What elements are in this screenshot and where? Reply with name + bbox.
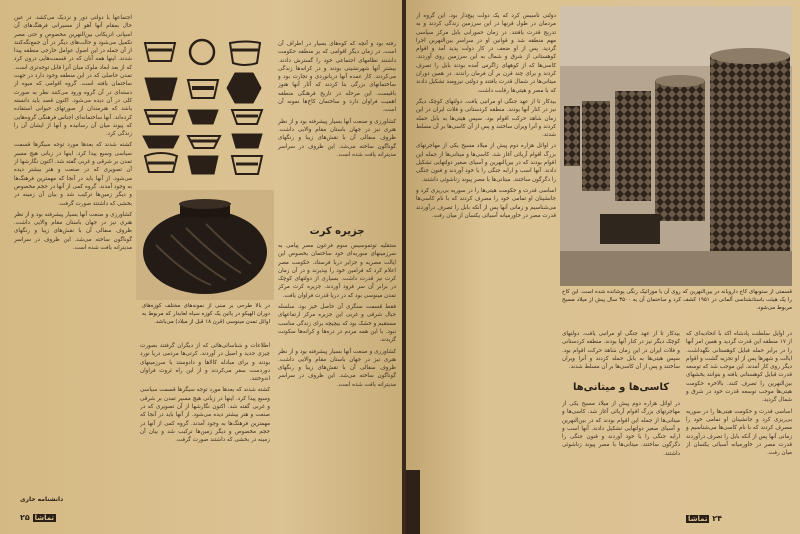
page-number-text: ۲۴ (712, 514, 723, 523)
vase-caption: در بالا طرحی بر مبنی از نمونه‌های مختلف کوزه‌های دوران الهیکو در پائین یک کوزه سیاه لعابدار که مربوط به اوائل تمدن مینوسی (قرن ۱۸ قبل از میلاد) می‌باشد. (142, 303, 270, 325)
paragraph: در اوائل هزاره دوم پیش از میلاد مسیح یکی از مهاجرتهای بزرگ اقوام آریائی آغاز شد. کاسی‌ها و میتانی‌ها از جمله این اقوام بودند که در بین‌النهرین و آسیای صغیر دولتهایی تشکیل دادند. آنها اسب و ارابه جنگی را با خود آوردند و فنون جنگی را دگرگون ساختند. میتانی‌ها با مصر پیوند زناشوئی داشتند. (416, 143, 556, 183)
text-column (278, 40, 396, 222)
paragraph: فقط قسمت سنگری آن حاصل خیز بود. سلسله جبال شرقی و غربی این جزیره مرکز ارتفاعهای مستقیم و خشک بود که بیچیچه برای زندگی مناسب نبود. با این همه مردم در دره‌ها و کرانه‌ها سکونت گزیدند. (278, 304, 396, 344)
pottery-shape (145, 153, 262, 174)
pottery-shape (145, 73, 261, 103)
page-number (686, 514, 722, 523)
mosaic-column (710, 48, 790, 266)
torn-edge (406, 470, 420, 534)
paragraph: اساسی قدرت و حکومت هیتی‌ها را در سوریه بی‌ریزی کرد و جانشینان او تمامی خود را مصرف کردند که با نام کاسی‌ها می‌شناسیم و زمانی آنها پس از آنکه بابل را تصرف درآوردند قدرت مصر در خاورمیانه آسیائی یکسان از میان رفت. (416, 187, 556, 219)
text-column (562, 330, 680, 380)
photo-caption: قسمتی از ستونهای کاخ دارویانه در بین‌النهرین که روی آن با موزائیک رنگی پوشانده شده است. این کاخ را یک هیئت باستانشناسی آلمانی در ۱۹۵۱ کشف کرد و ساختمان آن به ۳۵۰۰ سال پیش از میلاد مسیح مربوط می‌شود. (562, 289, 792, 311)
paragraph: اطلاعات و شناسائی‌هائی که از دیگران گرفتند بصورت چیزی جدید و اصیل در آوردند. کرتی‌ها مردمی دریا نورد بودند و برای مبادله کالاها و دادوستد با سرزمینهای دوردست سفر می‌کردند و از این راه ثروت فراوان اندوختند. (140, 343, 270, 383)
magazine-logo: تماشا (34, 514, 55, 522)
pottery-shape (143, 134, 262, 148)
right-page (406, 0, 800, 534)
paragraph: بیدکار تا از عهد جنگی او مراتبی یافت. دولتهای کوچک دیگر نیز در کنار آنها بودند. منطقه کردستانی و فلات ایران در این زمان شاهد حرکت اقوام بود. سپس هیتی‌ها به بابل حمله کردند و آنرا ویران ساختند و پس از آن کاسی‌ها بر آن مسلط شدند. (416, 98, 556, 139)
text-column (416, 12, 556, 502)
text-column (14, 14, 132, 490)
pottery-shape (145, 110, 262, 124)
author-signature: دانشنامه خاری (20, 496, 64, 503)
text-column (686, 330, 792, 504)
paragraph: کشاورزی و صنعت آنها بسیار پیشرفته بود و از نظر هنری نیز در جهان باستان مقام والایی داشت. ظروف سفالی آن با نقش‌های زیبا و رنگهای گوناگون ساخته می‌شد. این ظروف در سراسر مدیترانه یافت شده است. (278, 118, 396, 158)
pottery-shape (145, 40, 260, 65)
paragraph: اساسی قدرت و حکومت هیتی‌ها را در سوریه بی‌ریزی کرد و جانشینان او تمامی خود را مصرف کردند که با نام کاسی‌ها می‌شناسیم و زمانی آنها پس از آنکه بابل را تصرف درآوردند قدرت مصر در خاورمیانه آسیائی یکسان از میان رفت. (686, 408, 792, 457)
section-heading: جزیره کرت (309, 226, 365, 237)
paragraph: کشته شدند که بعدها مورد توجه سیگرها قسمت سیاسی وسیع پیدا کرد. اینها در زبانی هیچ مسیر تمدن بر شرقی و غربی گفته شد. اکنون نگارشها از آن تصویری که در صنعت و هنر بیشتر دیده می‌شود. از آنها باید در آنجا که مهمترین فرهنگ‌ها به وجود آمدند. گروه کمی از آنها در حجم مخصوص و دیگر زمین‌ها ترکیب شد و بیان آن زمینه در بخشی که داشتند صورت گرفت. (14, 142, 132, 207)
page-number-text: ۲۵ (20, 513, 30, 522)
black-vase-photo (136, 190, 274, 300)
paragraph: کشاورزی و صنعت آنها بسیار پیشرفته بود و از نظر هنری نیز در جهان باستان مقام والایی داشت. ظروف سفالی آن با نقش‌های زیبا و رنگهای گوناگون ساخته می‌شد. این ظروف در سراسر مدیترانه یافت شده است. (278, 348, 396, 388)
page-number (20, 513, 56, 522)
text-column (278, 242, 396, 492)
magazine-logo: تماشا (688, 515, 708, 523)
paragraph: اجتماعها با دولتی دور و نزدیک می‌کشد. در عین حال بمقام آنها آهو از مسیرانی فرهنگ‌های آن اسپانی انزیکانی بین‌النهرین مخصوص و حتی مصر تکمیل می‌شود و حالت‌های دیگر در آن جمع‌نگه‌کنند از آن جمله در این اصول عوامل خارجی منطقه پیدا شدند. اینها همه آنان که در قسمت‌هایی درون کرد که از بعد ابعاد ملوک میان آنرا قابل توجه‌تری است. تمدن حاصلی که در این منطقه وجود دارد در جهت ساختمان یافته است. گروه اقوامی که میوه از دسته‌ای در آن گروه ورود می‌کنند نظر به صورت کلی در آن دیده می‌شود. اکنون قصد باید دانسته باشد که هنرمندان از صورتهای حیوانی استفاده کرده‌اند. آنها ساختمانه‌ای اجناس فرهنگی گروه‌هایی که پیوند میان آن رسانیده و آنها از ایشان آن را زندگی کرد. (14, 15, 132, 138)
text-column (140, 342, 270, 492)
mosaic-column (564, 106, 580, 166)
paragraph: بیدکار تا از عهد جنگی او مراتبی یافت. دولتهای کوچک دیگر نیز در کنار آنها بودند. منطقه کردستانی و فلات ایران در این زمان شاهد حرکت اقوام بود. سپس هیتی‌ها به بابل حمله کردند و آنرا ویران ساختند و پس از آن کاسی‌ها بر آن مسلط شدند. (562, 331, 680, 371)
palace-columns-photo (560, 6, 792, 286)
paragraph: در اوائل هزاره دوم پیش از میلاد مسیح یکی از مهاجرتهای بزرگ اقوام آریائی آغاز شد. کاسی‌ها و میتانی‌ها از جمله این اقوام بودند که در بین‌النهرین و آسیای صغیر دولتهایی تشکیل دادند. آنها اسب و ارابه جنگی را با خود آوردند و فنون جنگی را دگرگون ساختند. میتانی‌ها با مصر پیوند زناشوئی داشتند. (562, 401, 680, 457)
paragraph: منتقلیه توتموسیس سوم فرعون مصر پیامی به سرزمینهای سوریه‌ای خود ساختمان بخصوص این ایالت مصریه و جزایر دریا فرستاد. حکومت مصر اعلام کرد که فرامین خود را بپذیرند و در آن زمان کرت نیز قدرت داشت. بسیاری از دولتهای کوچک در برابر آن سر فرود آوردند. جزیره کرت مرکز تمدن مینوسی بود که در دریا قدرت فراوان یافت. (278, 243, 396, 299)
pottery-shapes-drawing (140, 38, 270, 178)
mosaic-column (615, 91, 651, 201)
paragraph: کشته شدند که بعدها مورد توجه سیگرها قسمت سیاسی وسیع پیدا کرد. اینها در زبانی هیچ مسیر تمدن بر شرقی و غربی گفته شد. اکنون نگارشها از آن تصویری که در صنعت و هنر بیشتر دیده می‌شود. از آنها باید در آنجا که مهمترین فرهنگ‌ها به وجود آمدند. گروه کمی از آنها در حجم مخصوص و دیگر زمین‌ها ترکیب شد و بیان آن زمینه در بخشی که داشتند صورت گرفت. (140, 387, 270, 444)
section-heading: کاسی‌ها و میتانی‌ها (572, 382, 670, 393)
text-column (562, 400, 680, 504)
paragraph: رفته بود و آنچه که کوه‌های بسیار در اطراف آن است. در زمان دیگر اقوامی که بر منطقه حکومت داشتند نظامهای اجتماعی خود را گسترش دادند. بیشتر آنها شهرنشینی بودند و در کرانه‌ها زندگی می‌کردند. کار عمده آنها دریانوردی و تجارت بود و ساختمانهای بزرگی بنا کردند که آثار آنها هنوز باقیست. این مرحله در تاریخ فرهنگی منطقه اهمیت فراوان دارد و ساختمان کاخ‌ها نمونه آن است. (278, 41, 396, 114)
paragraph: دولتی تأسیس کرد که یک دولت پیچ‌دار بود. این گروه از مردمان در طول قرنها در این سرزمین زندگی کردند و به تدریج قدرت یافتند. در زمان حمورابی بابل مرکز سیاسی مهم منطقه شد و قوانین او در سراسر بین‌النهرین اجرا گردید. پس از او ضعف در کار دولت پدید آمد و اقوام کوهستانی از شرق و شمال به این سرزمین روی آوردند. کاسی‌ها که از کوههای زاگرس آمده بودند بابل را تصرف کردند و برای چند قرن بر آن فرمان راندند. در همین دوران میتانی‌ها در شمال قدرت یافتند و دولتی نیرومند تشکیل دادند که با مصر و هیتی‌ها رقابت داشت. (416, 13, 556, 94)
paragraph: در اوایل سلطنت پادشاه اکد با اتحادیه‌ای که از ۱۷ منطقه این قدرت گردید و همین امر آنها را در برابر حمله قبایل کوهستانی نگهداشت. ایالت و شهرها پس از او تجزیه گشت و اقوام دیگر روی کار آمدند. این موجب شد که توسعه قدرت قبایل کوهستانی یافته و بتوانند بخشهای بین‌النهرین را تصرف کنند. بالاخره حکومت هیتی‌ها موجب توسعه قدرت خود در شرق و شمال گردید. (686, 331, 792, 404)
mosaic-column (655, 75, 705, 221)
mosaic-column (582, 101, 610, 191)
paragraph: کشاورزی و صنعت آنها بسیار پیشرفته بود و از نظر هنری نیز در جهان باستان مقام والایی داشت. ظروف سفالی آن با نقش‌های زیبا و رنگهای گوناگون ساخته می‌شد. این ظروف در سراسر مدیترانه یافت شده است. (14, 211, 132, 252)
